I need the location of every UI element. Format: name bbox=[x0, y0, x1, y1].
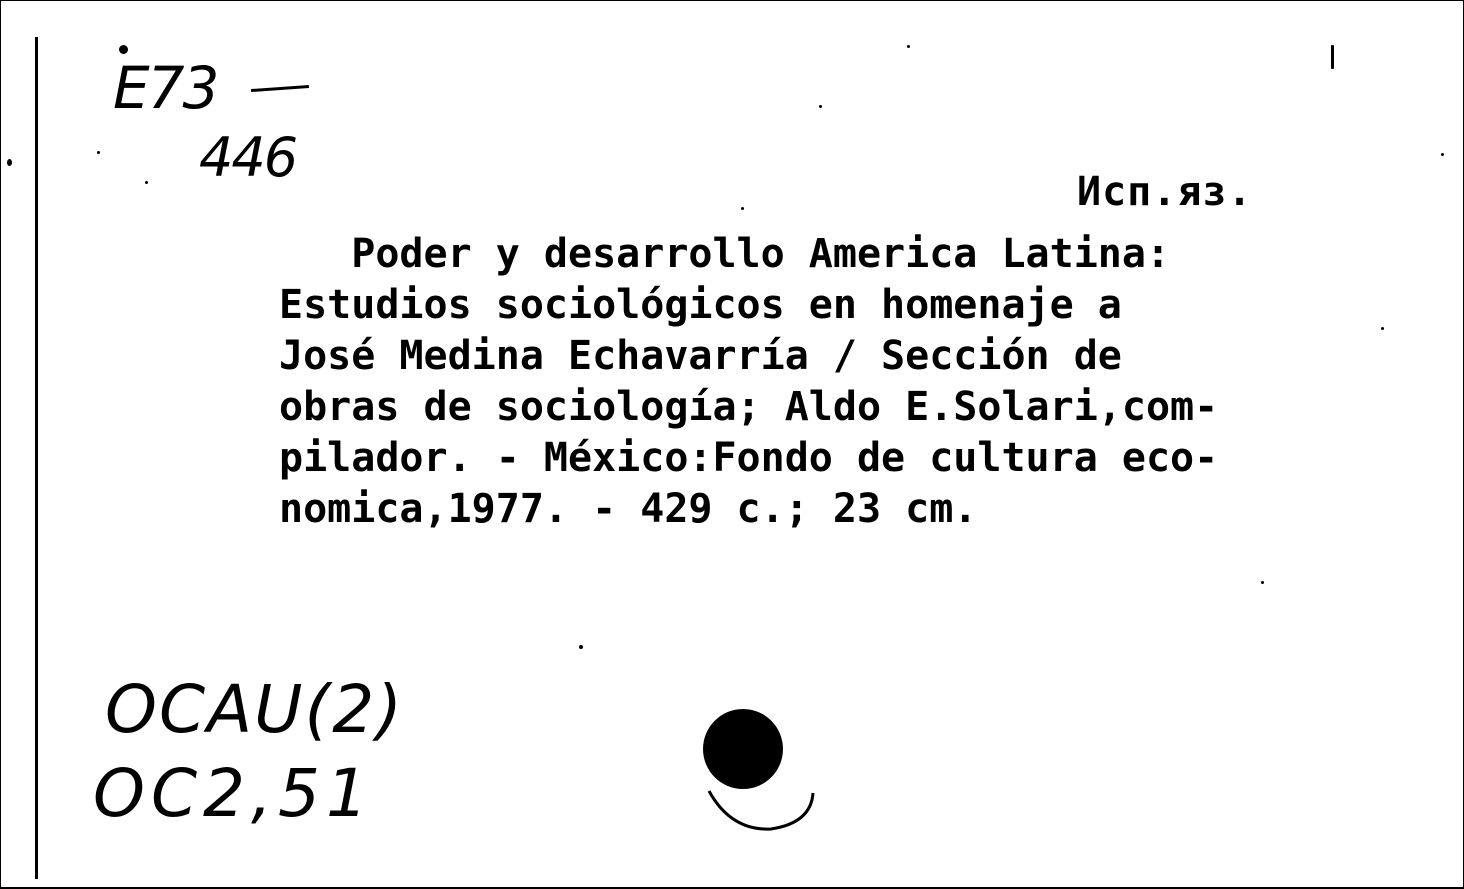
scan-speck bbox=[145, 181, 148, 184]
entry-line: pilador. - México:Fondo de cultura eco- bbox=[279, 435, 1219, 481]
language-tag: Исп.яз. bbox=[1077, 169, 1253, 215]
entry-line: obras de sociología; Aldo E.Solari,com- bbox=[279, 384, 1219, 430]
scan-speck bbox=[819, 105, 822, 108]
scan-speck bbox=[579, 645, 583, 649]
call-number-dash bbox=[251, 85, 309, 92]
scan-speck bbox=[97, 151, 100, 154]
bibliographic-entry bbox=[279, 229, 1218, 535]
left-margin-rule bbox=[35, 37, 38, 879]
punch-hole-shadow-curve bbox=[701, 731, 817, 835]
scan-speck bbox=[741, 207, 744, 210]
scan-speck bbox=[1441, 153, 1444, 156]
entry-line: Poder y desarrollo America Latina: bbox=[279, 231, 1171, 277]
entry-line: nomica,1977. - 429 c.; 23 cm. bbox=[279, 486, 978, 532]
call-number-line-2: 446 bbox=[199, 126, 297, 189]
entry-line: José Medina Echavarría / Sección de bbox=[279, 333, 1122, 379]
entry-line: Estudios sociológicos en homenaje a bbox=[279, 282, 1122, 328]
scan-speck bbox=[1261, 581, 1264, 584]
scan-speck bbox=[7, 159, 12, 166]
scan-speck bbox=[1381, 327, 1384, 330]
handwritten-ref-line-2: OC2,51 bbox=[93, 755, 374, 832]
handwritten-ref-line-1: OCAU(2) bbox=[105, 671, 404, 748]
scan-speck bbox=[907, 45, 910, 48]
call-number-line-1: E73 bbox=[113, 54, 218, 122]
scan-speck bbox=[1331, 45, 1334, 69]
scan-speck bbox=[119, 45, 128, 54]
